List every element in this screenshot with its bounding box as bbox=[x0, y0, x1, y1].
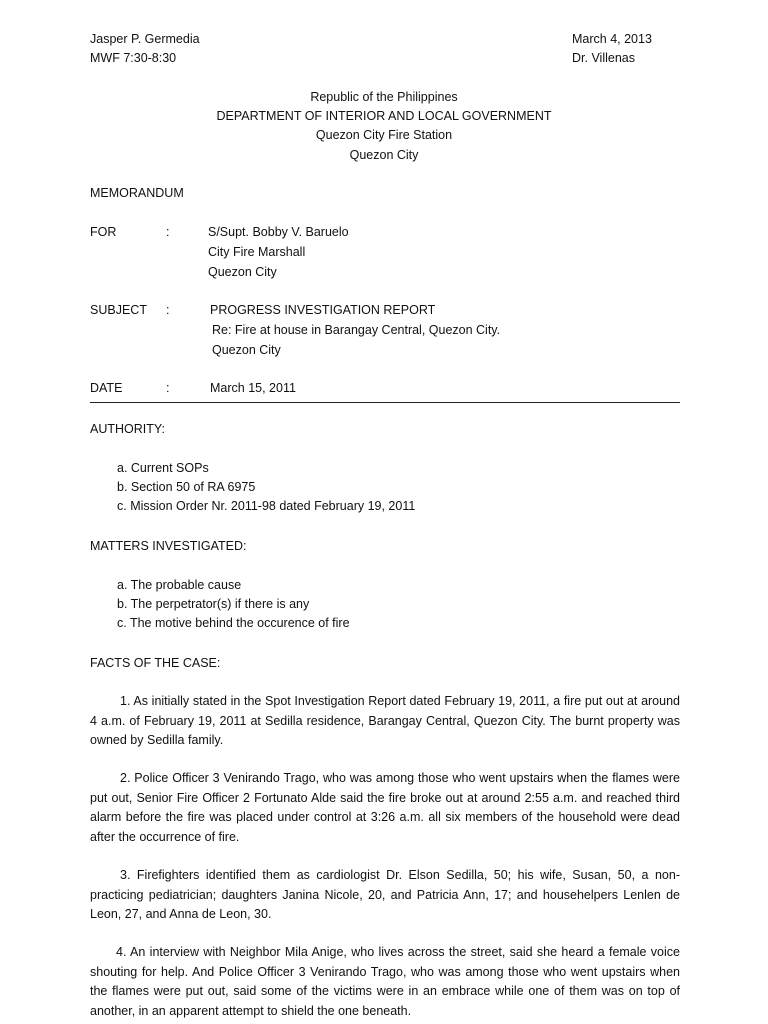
letterhead-station: Quezon City Fire Station bbox=[315, 128, 453, 142]
authority-item: a. Current SOPs bbox=[117, 461, 209, 475]
matters-heading: MATTERS INVESTIGATED: bbox=[90, 539, 247, 553]
matters-item: b. The perpetrator(s) if there is any bbox=[117, 597, 310, 611]
date-value: March 15, 2011 bbox=[210, 381, 296, 395]
date-label: DATE bbox=[90, 381, 123, 395]
facts-paragraph-3: 3. Firefighters identified them as cardiologist Dr. Elson Sedilla, 50; his wife, Susan, 50, a non-practicing pediatrician; daughters Janina Nicole, 20, and Patricia Ann, 17; and househelpers Lenlen de Leon, 27, and Anna de Leon, 30. bbox=[90, 868, 680, 921]
instructor-name: Dr. Villenas bbox=[572, 51, 635, 65]
subject-title: PROGRESS INVESTIGATION REPORT bbox=[210, 303, 436, 317]
subject-colon: : bbox=[166, 303, 170, 317]
for-label: FOR bbox=[90, 225, 117, 239]
authority-item: c. Mission Order Nr. 2011-98 dated February 19, 2011 bbox=[117, 499, 416, 513]
matters-item: a. The probable cause bbox=[117, 578, 242, 592]
subject-city: Quezon City bbox=[212, 343, 281, 357]
author-name: Jasper P. Germedia bbox=[90, 32, 200, 46]
authority-heading: AUTHORITY: bbox=[90, 422, 166, 436]
subject-label: SUBJECT bbox=[90, 303, 147, 317]
facts-paragraph-4: 4. An interview with Neighbor Mila Anige, who lives across the street, said she heard a female voice shouting for help. And Police Officer 3 Venirando Trago, who was among those who went upstairs when the flames were put out, said some of the victims were in an embrace while one of them was on top of another, in an apparent attempt to shield the one beneath. bbox=[90, 945, 680, 1018]
section-divider bbox=[90, 402, 680, 403]
letterhead-republic: Republic of the Philippines bbox=[310, 90, 458, 104]
authority-item: b. Section 50 of RA 6975 bbox=[117, 480, 256, 494]
facts-paragraph-2: 2. Police Officer 3 Venirando Trago, who was among those who went upstairs when the flames were put out, Senior Fire Officer 2 Fortunato Alde said the fire broke out at around 2:55 a.m. and reached third alarm before the fire was placed under control at 3:26 a.m. all six members of the household were dead after the occurrence of fire. bbox=[90, 771, 680, 844]
for-recipient-name: S/Supt. Bobby V. Baruelo bbox=[208, 225, 349, 239]
document-date: March 4, 2013 bbox=[572, 32, 652, 46]
class-schedule: MWF 7:30-8:30 bbox=[90, 51, 177, 65]
memo-title: MEMORANDUM bbox=[90, 186, 184, 200]
for-recipient-city: Quezon City bbox=[208, 265, 277, 279]
date-colon: : bbox=[166, 381, 170, 395]
facts-paragraph-1: 1. As initially stated in the Spot Investigation Report dated February 19, 2011, a fire put out at around 4 a.m. of February 19, 2011 at Sedilla residence, Barangay Central, Quezon City. The burnt property was owned by Sedilla family. bbox=[90, 694, 680, 747]
letterhead-department: DEPARTMENT OF INTERIOR AND LOCAL GOVERNMENT bbox=[216, 109, 552, 123]
letterhead-city: Quezon City bbox=[349, 148, 419, 162]
for-colon: : bbox=[166, 225, 170, 239]
facts-heading: FACTS OF THE CASE: bbox=[90, 656, 221, 670]
matters-item: c. The motive behind the occurence of fire bbox=[117, 616, 350, 630]
subject-re: Re: Fire at house in Barangay Central, Quezon City. bbox=[212, 323, 501, 337]
for-recipient-title: City Fire Marshall bbox=[208, 245, 306, 259]
